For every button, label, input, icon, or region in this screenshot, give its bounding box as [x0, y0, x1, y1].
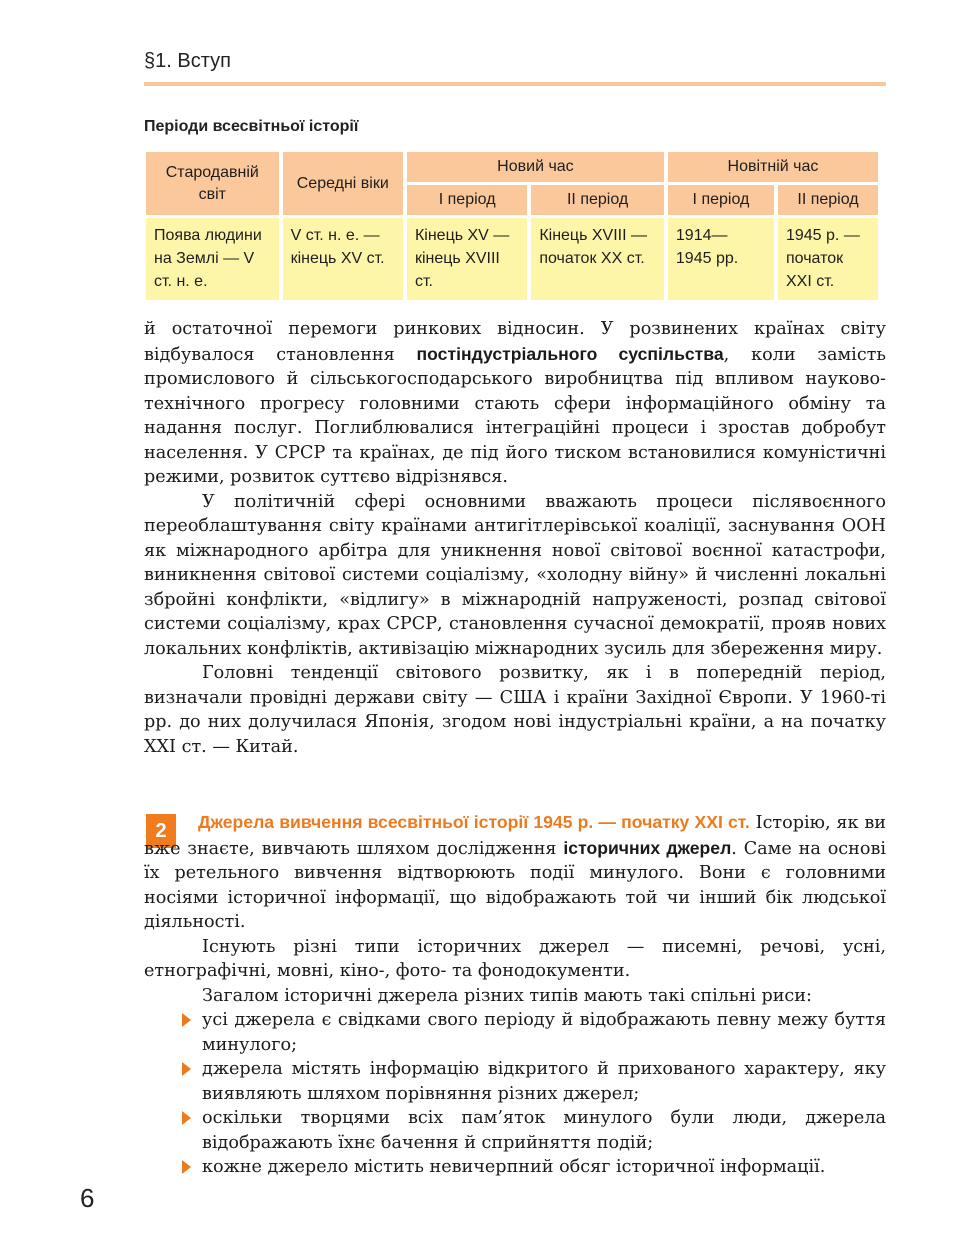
paragraph-text: й остаточної перемоги ринкових відносин. У розвинених країнах світу відбувалося становлення [144, 319, 886, 365]
section-heading: Джерела вивчення всесвітньої історії 1945 р. — початку XXI ст. [198, 812, 750, 832]
paragraph: Загалом історичні джерела різних типів мають такі спільні риси: [202, 985, 812, 1006]
paragraph: У політичній сфері основними вважають процеси післявоєнного переоблаштування світу країнами антигітлерівської коаліції, заснування ООН як міжнародного арбітра для уникнення нової світової воєнної катастрофи, виникнення світової системи соціалізму, «холодну війну» й численні локальні збройні конфлікти, «відлигу» в міжнародній напруженості, розпад світової системи соціалізму, крах СРСР, становлення сучасної демократії, прояв нових локальних конфліктів, активізацію міжнародних зусиль для збереження миру. [144, 491, 886, 659]
bullet-arrow-icon [182, 1062, 191, 1076]
header-ancient-world: Стародавній світ [146, 152, 279, 215]
list-item [144, 1155, 886, 1180]
paragraph: Існують різні типи історичних джерел — писемні, речові, усні, етнографічні, мовні, кіно-, фото- та фонодокументи. [144, 936, 886, 981]
table-cell: Поява людини на Землі — V ст. н. е. [146, 218, 279, 300]
term-postindustrial-society: постіндустріального суспільства [416, 343, 724, 364]
list-item [144, 1057, 886, 1106]
list-item-text: джерела містять інформацію відкритого й прихованого характеру, яку виявляють шляхом порівняння різних джерел; [202, 1059, 886, 1104]
page-number: 6 [80, 1183, 95, 1213]
list-item [144, 1008, 886, 1057]
header-new-time-period-1: I період [407, 185, 527, 215]
header-new-time: Новий час [407, 152, 664, 182]
bullet-arrow-icon [182, 1111, 191, 1125]
header-divider [144, 82, 886, 86]
header-newest-time-period-1: I період [668, 185, 774, 215]
table-cell: 1945 р. — початок XXI ст. [778, 218, 878, 300]
paragraph-text: , коли замість промислового й сільськогосподарського виробництва під впливом науково-технічного прогресу головними стають сфери інформаційного обміну та надання послуг. Поглиблювалися інтеграційні процеси і зростав добробут населення. У СРСР та країнах, де під його тиском встановилися комуністичні режими, розвиток суттєво відрізнявся. [144, 344, 886, 487]
table-cell: Кінець XVIII — початок XX ст. [531, 218, 664, 300]
bullet-arrow-icon [182, 1160, 191, 1174]
table-cell: 1914— 1945 рр. [668, 218, 774, 300]
list-item-text: кожне джерело містить невичерпний обсяг історичної інформації. [202, 1157, 826, 1177]
periods-table [142, 149, 882, 303]
paragraph: Головні тенденції світового розвитку, як і в попередній період, визначали провідні держави світу — США і країни Західної Європи. У 1960-ті рр. до них долучилася Японія, згодом нові індустріальні країни, а на початку XXI ст. — Китай. [144, 663, 886, 757]
paragraph [144, 317, 886, 490]
table-caption: Періоди всесвітньої історії [144, 118, 359, 135]
header-new-time-period-2: II період [531, 185, 664, 215]
table-cell: Кінець XV — кінець XVIII ст. [407, 218, 527, 300]
paragraph-text: Історію, як ви вже знаєте, вивчають шляхом дослідження [144, 813, 886, 859]
features-list [144, 1008, 886, 1180]
table-cell: V ст. н. е. — кінець XV ст. [283, 218, 403, 300]
paragraph [144, 810, 886, 935]
term-historical-sources: історичних джерел [563, 837, 732, 858]
header-middle-ages: Середні віки [283, 152, 403, 215]
header-newest-time-period-2: II період [778, 185, 878, 215]
body-text-part-1 [144, 317, 886, 759]
list-item [144, 1106, 886, 1155]
list-item-text: усі джерела є свідками свого періоду й відображають певну межу буття минулого; [202, 1010, 886, 1055]
header-newest-time: Новітній час [668, 152, 878, 182]
bullet-arrow-icon [182, 1013, 191, 1027]
section-title: §1. Вступ [144, 50, 231, 72]
section-2-text [144, 810, 886, 1180]
section-number-badge: 2 [146, 814, 176, 848]
list-item-text: оскільки творцями всіх пам’яток минулого були люди, джерела відображають їхнє бачення й сприйняття подій; [202, 1108, 886, 1153]
paragraph-text: . Саме на основі їх ретельного вивчення відтворюють події минулого. Вони є головними носіями історичної інформації, що відображають той чи інший бік людської діяльності. [144, 838, 886, 932]
